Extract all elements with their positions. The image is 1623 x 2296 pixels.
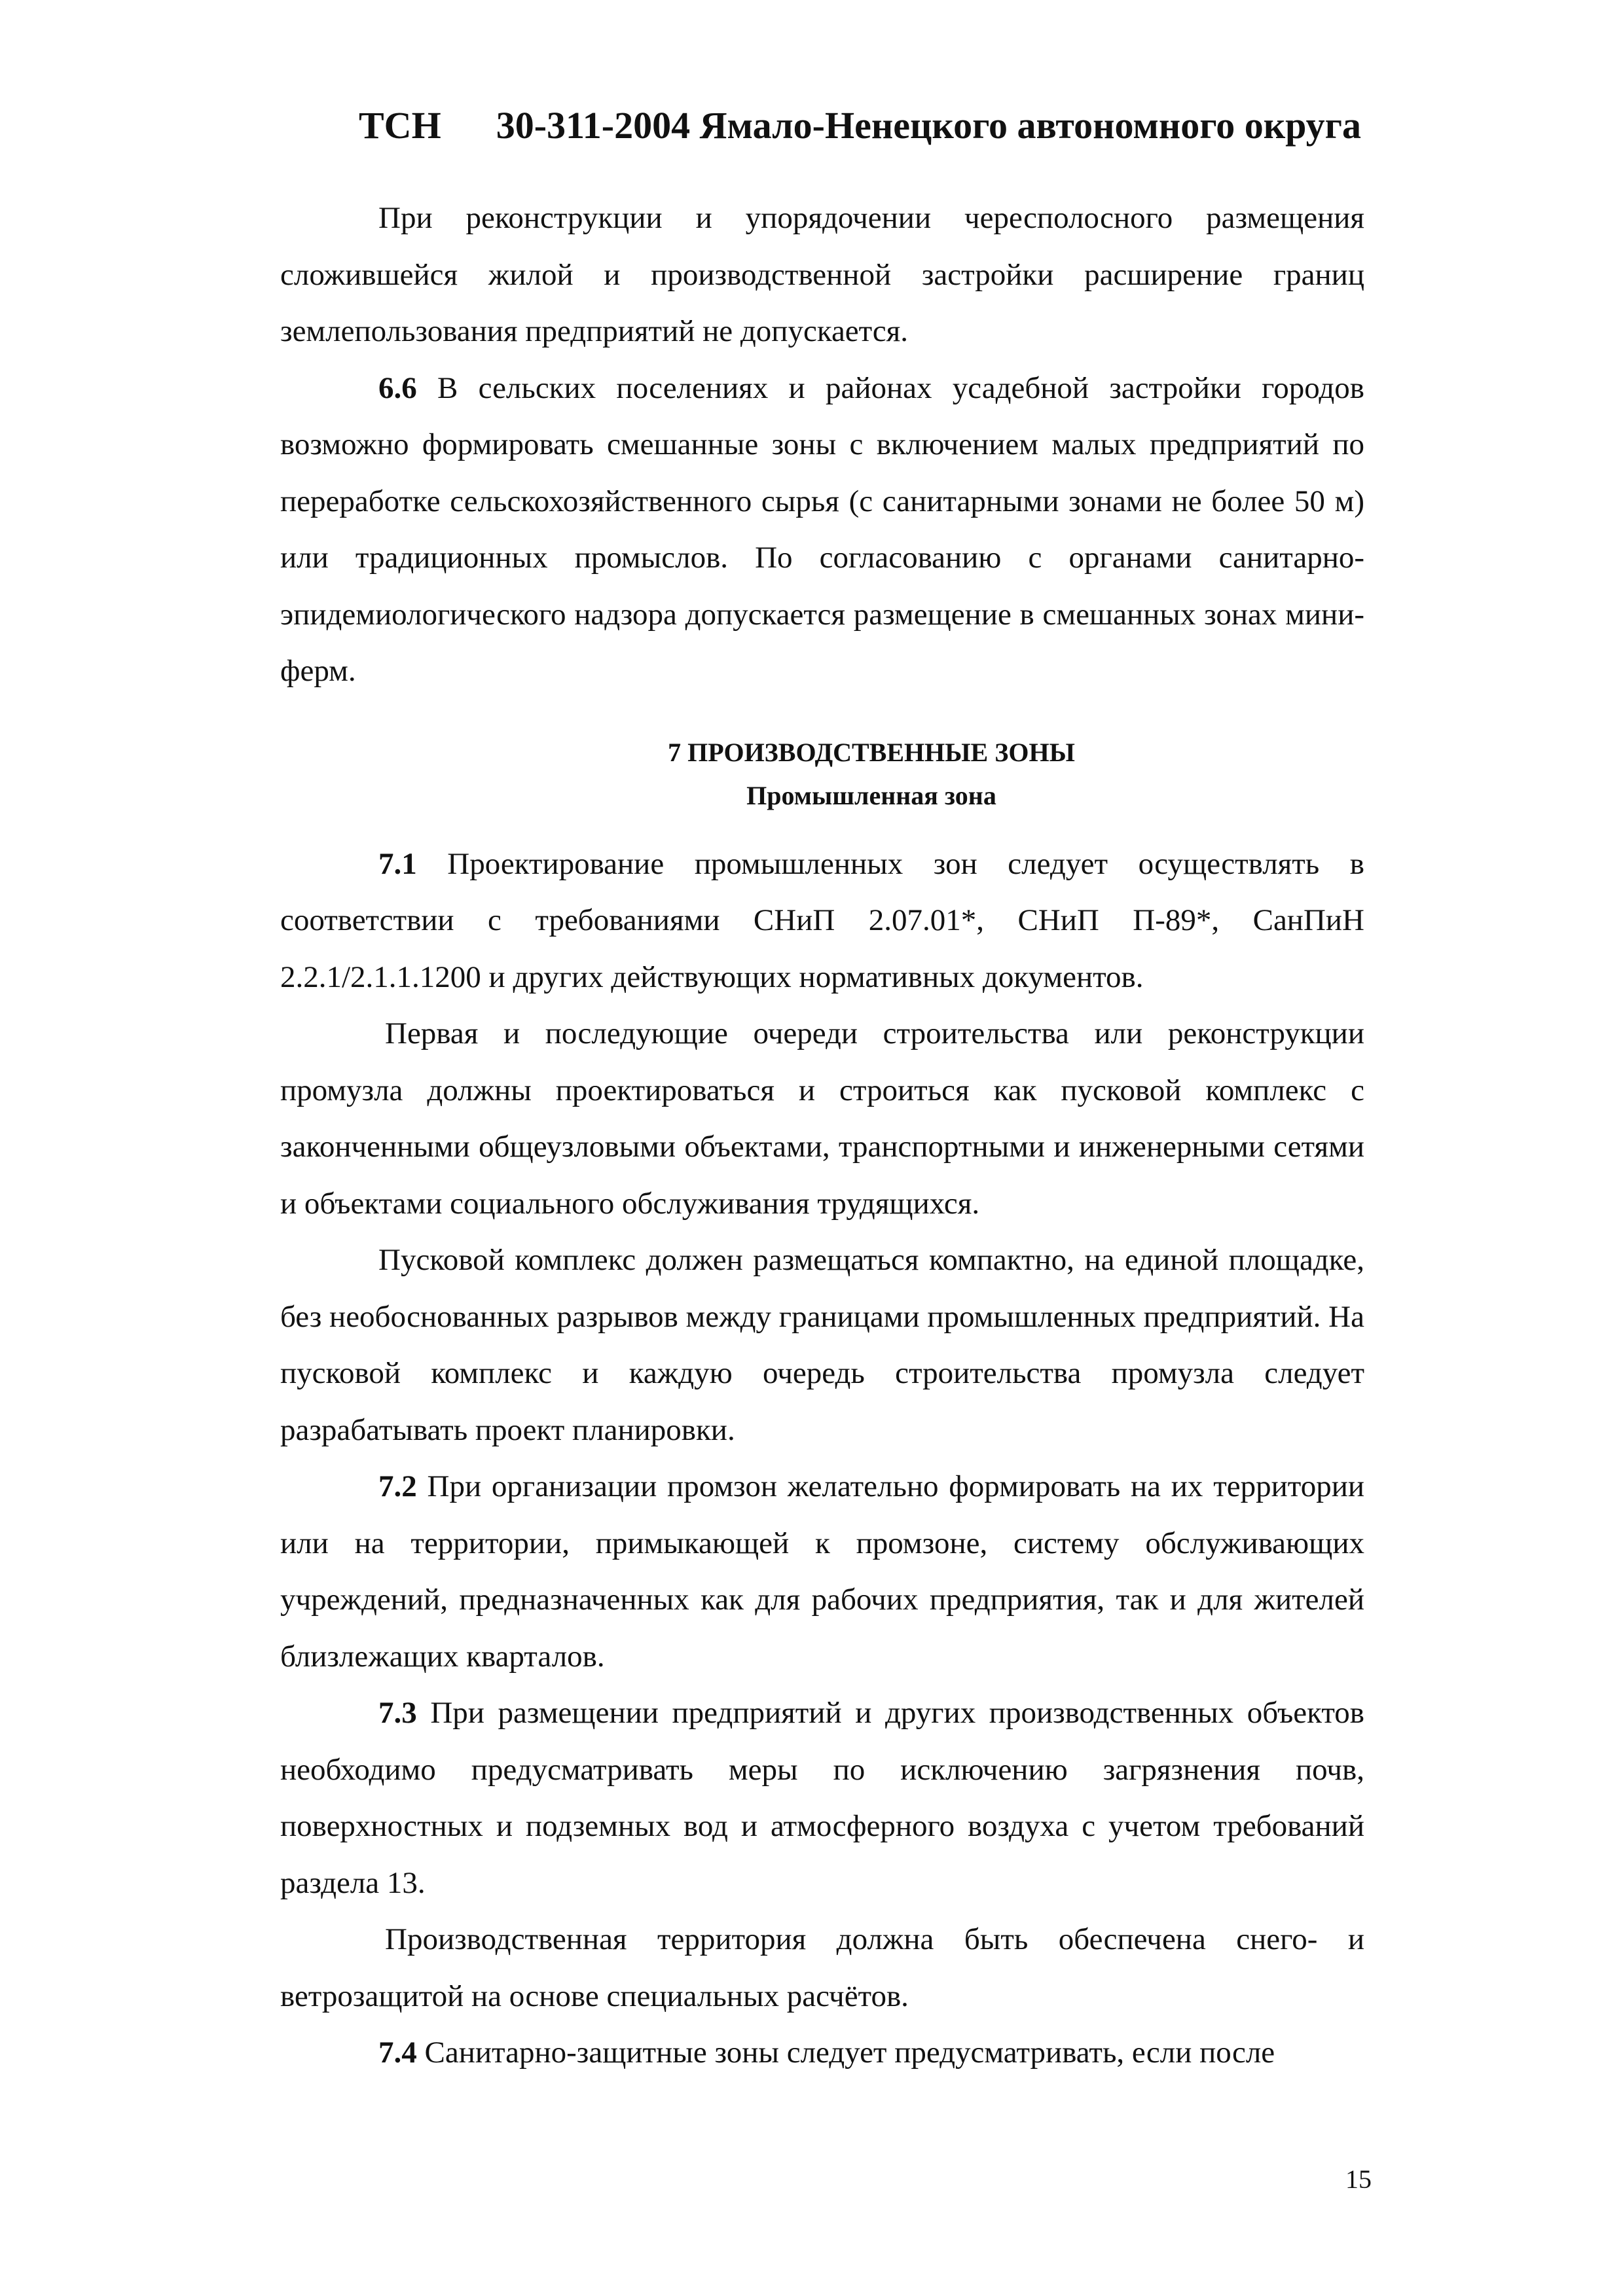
paragraph-reconstruction: При реконструкции и упорядочении чересполосного размещения сложившейся жилой и производственной застройки расширение границ землепользования предприятий не допускается. xyxy=(280,201,1364,348)
header-code-prefix: ТСН xyxy=(359,104,441,147)
paragraph-7-1 xyxy=(280,836,1364,1006)
paragraph-number: 7.1 xyxy=(378,846,417,881)
section-title: 7 ПРОИЗВОДСТВЕННЫЕ ЗОНЫ xyxy=(668,737,1075,767)
page-number: 15 xyxy=(1345,2164,1372,2194)
paragraph-number: 7.4 xyxy=(378,2036,417,2070)
paragraph-number: 7.3 xyxy=(378,1696,417,1730)
paragraph-text: Проектирование промышленных зон следует осуществлять в соответствии с требованиями СНиП 2.07.01*, СНиП П-89*, СанПиН 2.2.1/2.1.1.1200 и других действующих нормативных документов. xyxy=(280,846,1364,994)
paragraph-7-4 xyxy=(280,2024,1364,2081)
paragraph-number: 6.6 xyxy=(378,370,417,405)
paragraph-queues: Первая и последующие очереди строительства или реконструкции промузла должны проектироваться и строиться как пусковой комплекс с законченными общеузловыми объектами, транспортными и инженерными сетями и объектами социального обслуживания трудящихся. xyxy=(280,1016,1364,1221)
paragraph-number: 7.2 xyxy=(378,1469,417,1503)
paragraph-6-6 xyxy=(280,360,1364,700)
paragraph-text: При организации промзон желательно формировать на их территории или на территории, примыкающей к промзоне, систему обслуживающих учреждений, предназначенных как для рабочих предприятия, так и для жителей близлежащих кварталов. xyxy=(280,1469,1364,1674)
subsection-title: Промышленная зона xyxy=(746,780,996,810)
paragraph-text: В сельских поселениях и районах усадебной застройки городов возможно формировать смешанные зоны с включением малых предприятий по переработке сельскохозяйственного сырья (с санитарными зонами не более 50 м) или традиционных промыслов. По согласованию с органами санитарно-эпидемиологического надзора допускается размещение в смешанных зонах мини-ферм. xyxy=(280,370,1364,688)
document-header xyxy=(359,98,1374,153)
paragraph-text: При размещении предприятий и других производственных объектов необходимо предусматривать меры по исключению загрязнения почв, поверхностных и подземных вод и атмосферного воздуха с учетом требований раздела 13. xyxy=(280,1696,1364,1900)
paragraph-snow-protection: Производственная территория должна быть обеспечена снего- и ветрозащитой на основе специальных расчётов. xyxy=(280,1922,1364,2013)
paragraph-launch-complex: Пусковой комплекс должен размещаться компактно, на единой площадке, без необоснованных разрывов между границами промышленных предприятий. На пусковой комплекс и каждую очередь строительства промузла следует разрабатывать проект планировки. xyxy=(280,1243,1364,1447)
header-code-title: 30-311-2004 Ямало-Ненецкого автономного округа xyxy=(496,104,1361,147)
paragraph-7-2 xyxy=(280,1458,1364,1685)
document-body xyxy=(280,190,1364,2081)
paragraph-7-3 xyxy=(280,1685,1364,1911)
paragraph-text: Санитарно-защитные зоны следует предусматривать, если после xyxy=(416,2036,1275,2070)
